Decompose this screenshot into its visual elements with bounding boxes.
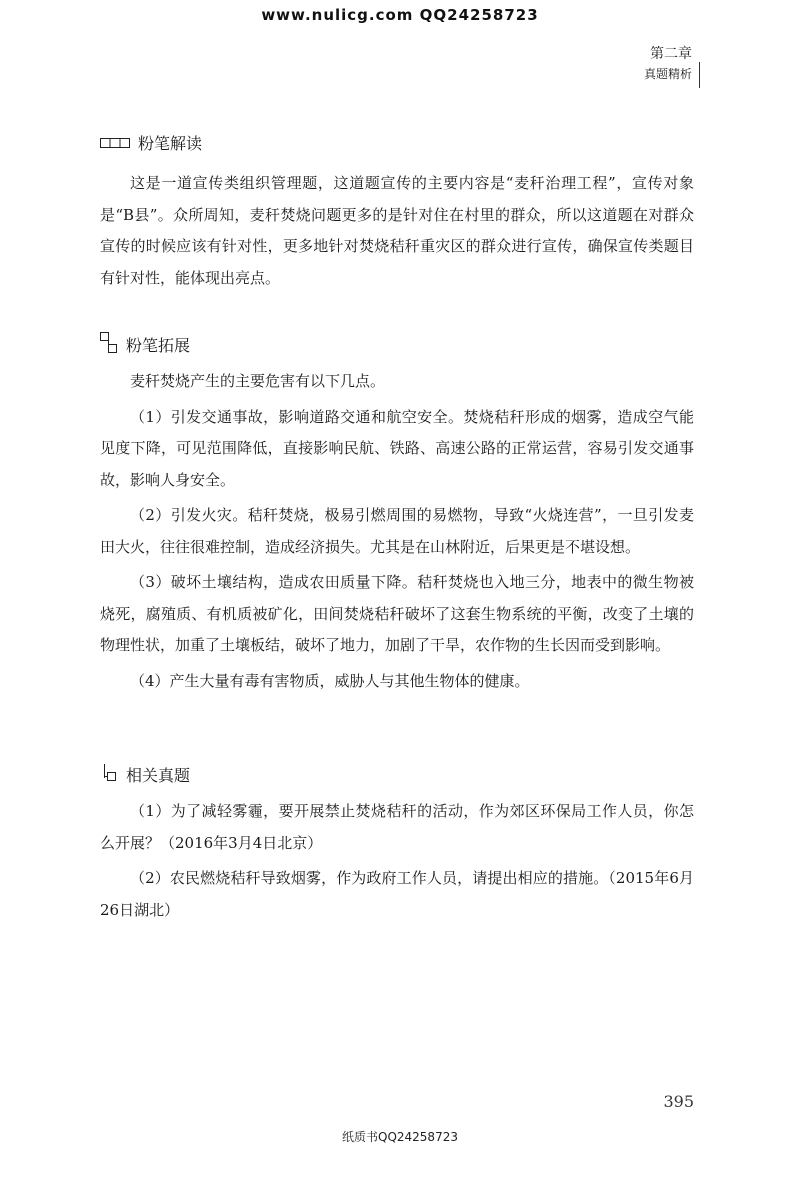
section-title-text: 相关真题 [126,766,191,785]
section-related-questions [100,764,694,926]
expand-icon [100,332,118,361]
section-interpretation [100,132,694,294]
paragraph: （3）破坏土壤结构，造成农田质量下降。秸秆焚烧也入地三分，地表中的微生物被烧死，腐殖质、有机质被矿化，田间焚烧秸秆破坏了这套生物系统的平衡，改变了土壤的物理性状，加重了土壤板结，破坏了地力，加剧了干旱，农作物的生长因而受到影响。 [100,573,694,654]
header-rule [699,62,700,88]
section-title-text: 粉笔拓展 [126,336,191,355]
chapter-label: 第二章 [650,46,692,62]
paragraph: （1）引发交通事故，影响道路交通和航空安全。焚烧秸秆形成的烟雾，造成空气能见度下降，可见范围降低，直接影响民航、铁路、高速公路的正常运营，容易引发交通事故，影响人身安全。 [100,407,694,489]
page-number: 395 [663,1092,694,1111]
section-extension [100,334,694,697]
watermark-bottom: 纸质书QQ24258723 [342,1130,458,1144]
book-icon [100,132,130,156]
paragraph: （2）引发火灾。秸秆焚烧，极易引燃周围的易燃物，导致“火烧连营”，一旦引发麦田大火，往往很难控制，造成经济损失。尤其是在山林附近，后果更是不堪设想。 [100,506,694,556]
paragraph: 麦秆焚烧产生的主要危害有以下几点。 [130,372,386,390]
running-head [644,44,692,84]
paragraph: （4）产生大量有毒有害物质，威胁人与其他生物体的健康。 [130,671,530,690]
paragraph: （2）农民燃烧秸秆导致烟雾，作为政府工作人员，请提出相应的措施。（2015年6月26日湖北） [100,869,694,919]
watermark-top: www.nulicg.com QQ24258723 [261,6,539,24]
section-title [100,334,694,358]
section-title [100,764,694,788]
section-title [100,132,694,156]
chapter-subtitle: 真题精析 [643,67,692,81]
related-questions-icon [100,764,118,789]
paragraph: 这是一道宣传类组织管理题，这道题宣传的主要内容是“麦秆治理工程”，宣传对象是“B县”。众所周知，麦秆焚烧问题更多的是针对住在村里的群众，所以这道题在对群众宣传的时候应该有针对性，更多地针对焚烧秸秆重灾区的群众进行宣传，确保宣传类题目有针对性，能体现出亮点。 [100,174,694,287]
paragraph: （1）为了减轻雾霾，要开展禁止焚烧秸秆的活动，作为郊区环保局工作人员，你怎么开展？（2016年3月4日北京） [100,802,694,852]
section-title-text: 粉笔解读 [138,134,203,153]
